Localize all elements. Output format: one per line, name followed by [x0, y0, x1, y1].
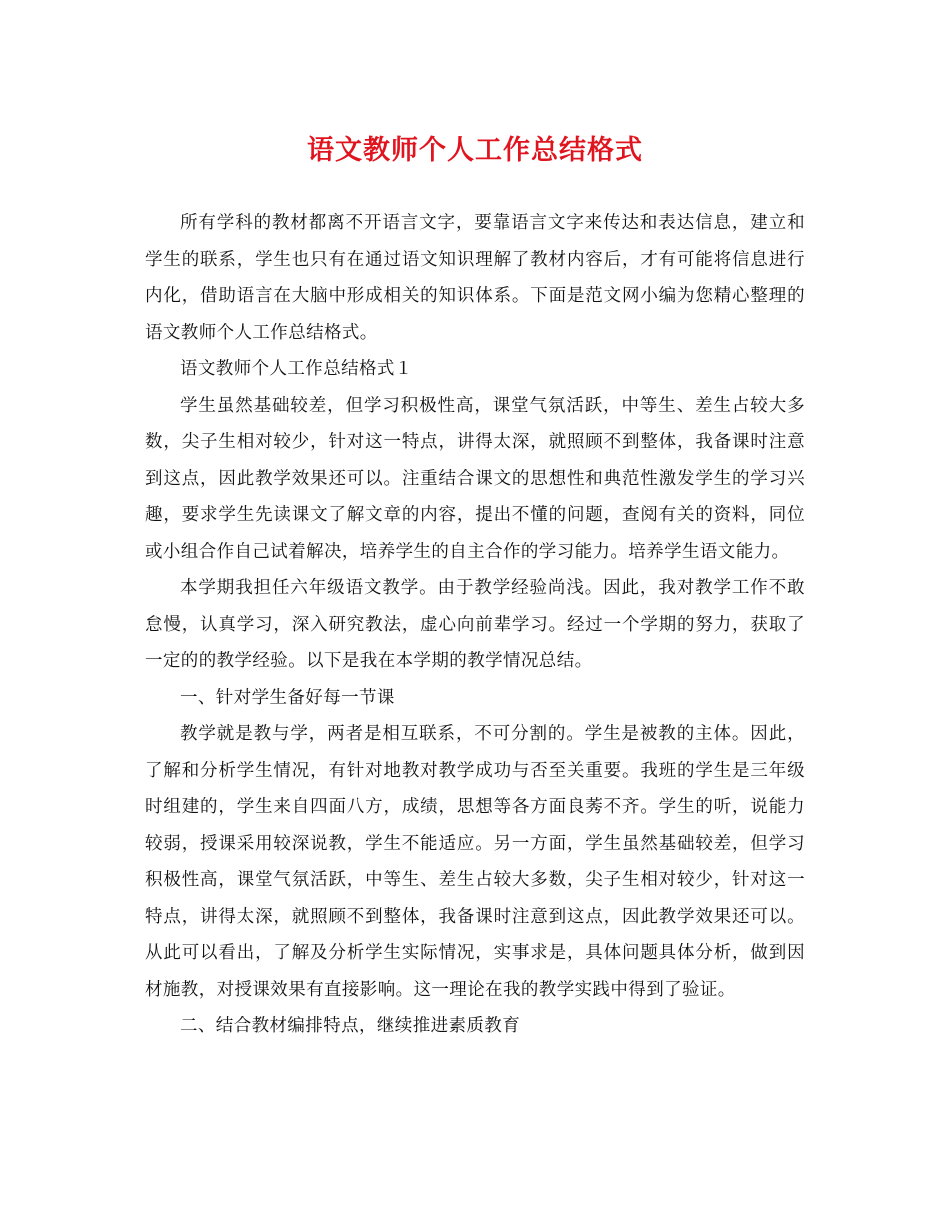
subsection-heading-2: 二、结合教材编排特点，继续推进素质教育 — [180, 1016, 521, 1036]
section-heading-1: 语文教师个人工作总结格式１ — [180, 359, 413, 379]
document-title: 语文教师个人工作总结格式 — [307, 135, 643, 166]
document-body — [145, 205, 805, 1045]
body-paragraph: 教学就是教与学，两者是相互联系，不可分割的。学生是被教的主体。因此，了解和分析学生情况，有针对地教对教学成功与否至关重要。我班的学生是三年级时组建的，学生来自四面八方，成绩，思想等各方面良莠不齐。学生的听，说能力较弱，授课采用较深说教，学生不能适应。另一方面，学生虽然基础较差，但学习积极性高，课堂气氛活跃，中等生、差生占较大多数，尖子生相对较少，针对这一特点，讲得太深，就照顾不到整体，我备课时注意到这点，因此教学效果还可以。从此可以看出，了解及分析学生实际情况，实事求是，具体问题具体分析，做到因材施教，对授课效果有直接影响。这一理论在我的教学实践中得到了验证。 — [145, 724, 805, 1000]
body-paragraph: 学生虽然基础较差，但学习积极性高，课堂气氛活跃，中等生、差生占较大多数，尖子生相对较少，针对这一特点，讲得太深，就照顾不到整体，我备课时注意到这点，因此教学效果还可以。注重结合课文的思想性和典范性激发学生的学习兴趣，要求学生先读课文了解文章的内容，提出不懂的问题，查阅有关的资料，同位或小组合作自己试着解决，培养学生的自主合作的学习能力。培养学生语文能力。 — [145, 395, 805, 562]
body-paragraph: 本学期我担任六年级语文教学。由于教学经验尚浅。因此，我对教学工作不敢怠慢，认真学习，深入研究教法，虚心向前辈学习。经过一个学期的努力，获取了一定的的教学经验。以下是我在本学期的教学情况总结。 — [145, 578, 805, 671]
intro-paragraph: 所有学科的教材都离不开语言文字，要靠语言文字来传达和表达信息，建立和学生的联系，学生也只有在通过语文知识理解了教材内容后，才有可能将信息进行内化，借助语言在大脑中形成相关的知识体系。下面是范文网小编为您精心整理的语文教师个人工作总结格式。 — [145, 213, 805, 343]
subsection-heading-1: 一、针对学生备好每一节课 — [180, 687, 395, 708]
